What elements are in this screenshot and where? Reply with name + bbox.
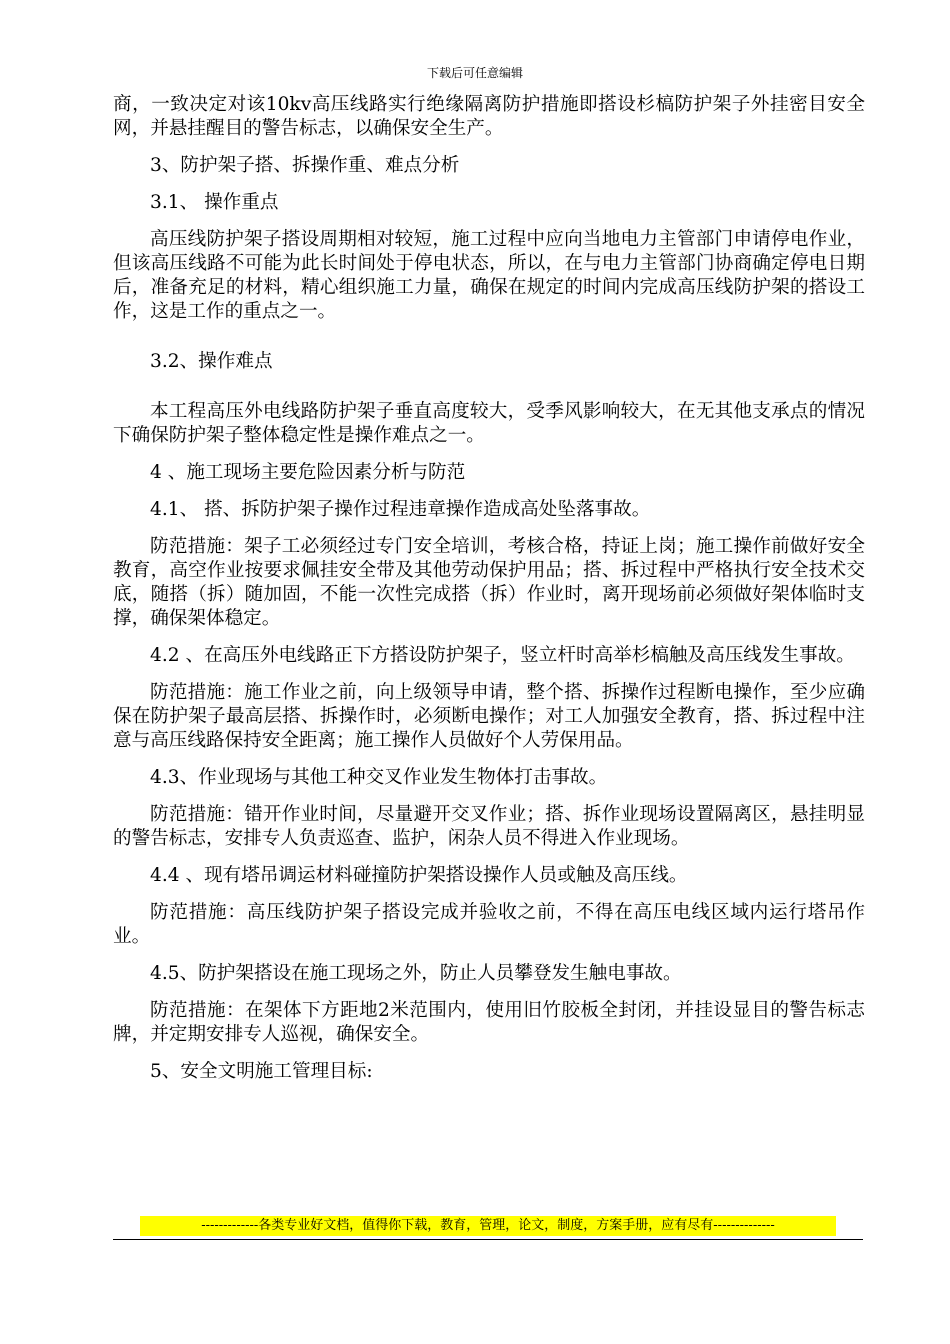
page-header: 下载后可任意编辑 — [426, 66, 523, 80]
heading-section-4-2: 4.2 、在高压外电线路正下方搭设防护架子，竖立杆时高举杉槁触及高压线发生事故。 — [150, 645, 855, 666]
footer-highlight-note: -------------各类专业好文档，值得你下载，教育，管理，论文，制度，方案手册，应有尽有-------------- — [140, 1216, 836, 1236]
paragraph-intro-continued: 商，一致决定对该10kv高压线路实行绝缘隔离防护措施即搭设杉槁防护架子外挂密目安全网，并悬挂醒目的警告标志，以确保安全生产。 — [113, 94, 865, 139]
heading-section-4: 4 、施工现场主要危险因素分析与防范 — [150, 462, 466, 483]
paragraph-section-4-5: 防范措施：在架体下方距地2米范围内，使用旧竹胶板全封闭，并挂设显目的警告标志牌，并定期安排专人巡视，确保安全。 — [113, 1000, 865, 1045]
heading-section-3-2: 3.2、操作难点 — [150, 351, 273, 372]
footer-divider — [113, 1239, 863, 1240]
paragraph-section-4-2: 防范措施：施工作业之前，向上级领导申请，整个搭、拆操作过程断电操作，至少应确保在防护架子最高层搭、拆操作时，必须断电操作；对工人加强安全教育，搭、拆过程中注意与高压线路保持安全距离；施工操作人员做好个人劳保用品。 — [113, 682, 865, 751]
paragraph-section-4-4: 防范措施：高压线防护架子搭设完成并验收之前，不得在高压电线区域内运行塔吊作业。 — [113, 902, 865, 947]
heading-section-4-4: 4.4 、现有塔吊调运材料碰撞防护架搭设操作人员或触及高压线。 — [150, 865, 688, 886]
paragraph-section-3-1: 高压线防护架子搭设周期相对较短，施工过程中应向当地电力主管部门申请停电作业，但该高压线路不可能为此长时间处于停电状态，所以，在与电力主管部门协商确定停电日期后，准备充足的材料，精心组织施工力量，确保在规定的时间内完成高压线防护架的搭设工作，这是工作的重点之一。 — [113, 229, 865, 322]
heading-section-4-5: 4.5、防护架搭设在施工现场之外，防止人员攀登发生触电事故。 — [150, 963, 682, 984]
heading-section-4-3: 4.3、作业现场与其他工种交叉作业发生物体打击事故。 — [150, 767, 608, 788]
heading-section-4-1: 4.1、 搭、拆防护架子操作过程违章操作造成高处坠落事故。 — [150, 499, 651, 520]
heading-section-5: 5、安全文明施工管理目标: — [150, 1061, 373, 1082]
paragraph-section-4-1: 防范措施：架子工必须经过专门安全培训，考核合格，持证上岗；施工操作前做好安全教育，高空作业按要求佩挂安全带及其他劳动保护用品；搭、拆过程中严格执行安全技术交底，随搭（拆）随加固，不能一次性完成搭（拆）作业时，离开现场前必须做好架体临时支撑，确保架体稳定。 — [113, 536, 865, 629]
heading-section-3-1: 3.1、 操作重点 — [150, 192, 279, 213]
heading-section-3: 3、防护架子搭、拆操作重、难点分析 — [150, 155, 460, 176]
document-body — [113, 93, 865, 1084]
paragraph-section-4-3: 防范措施：错开作业时间，尽量避开交叉作业；搭、拆作业现场设置隔离区，悬挂明显的警告标志，安排专人负责巡查、监护，闲杂人员不得进入作业现场。 — [113, 804, 865, 849]
paragraph-section-3-2: 本工程高压外电线路防护架子垂直高度较大，受季风影响较大，在无其他支承点的情况下确保防护架子整体稳定性是操作难点之一。 — [113, 401, 865, 446]
